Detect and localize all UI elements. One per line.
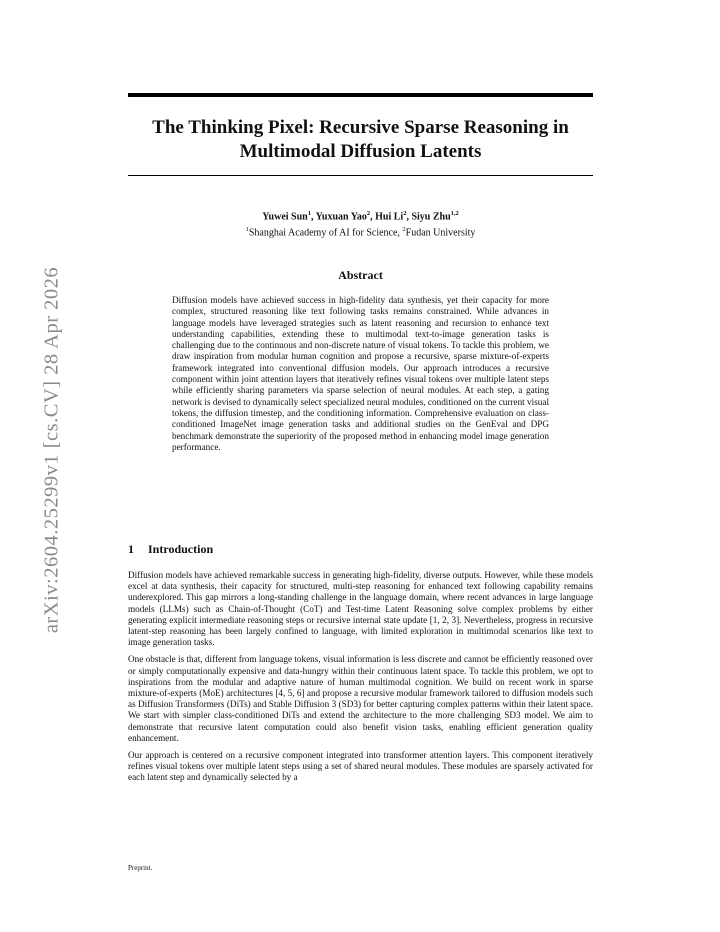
author-affiliation-mark: 2 (403, 210, 407, 217)
footer-note: Preprint. (128, 864, 153, 872)
author-affiliation-mark: 1 (307, 210, 311, 217)
section-body (128, 570, 593, 790)
body-paragraph: Our approach is centered on a recursive component integrated into transformer attention layers. This component iteratively refines visual tokens over multiple latent steps using a set of shared neural modules. These modules are sparsely activated for each latent step and dynamically selected by a (128, 750, 593, 783)
author-name: Yuxuan Yao (315, 211, 367, 223)
body-paragraph: Diffusion models have achieved remarkable success in generating high-fidelity, diverse outputs. However, while these models excel at data synthesis, their capacity for structured, multi-step reasoning for enhanced text following capability remains underexplored. This gap mirrors a long-standing challenge in the language domain, where recent advances in large language models (LLMs) such as Chain-of-Thought (CoT) and Test-time Latent Reasoning solve complex problems by either generating explicit intermediate reasoning steps or recursive internal state update [1, 2, 3]. Nevertheless, progress in recursive latent-step reasoning has been largely confined to language, with limited exploration in multimodal scenarios like text to image generation tasks. (128, 570, 593, 648)
section-number: 1 (128, 542, 134, 556)
author-affiliation-mark: 1,2 (450, 210, 459, 217)
abstract-text: Diffusion models have achieved success in high-fidelity data synthesis, yet their capacity for more complex, structured reasoning like text following tasks remains constrained. While advances in language models have leveraged strategies such as latent reasoning and recursion to enhance text understanding capabilities, extending these to multimodal text-to-image generation tasks is challenging due to the continuous and non-discrete nature of visual tokens. To tackle this problem, we draw inspiration from modular human cognition and propose a recursive, sparse mixture-of-experts framework integrated into conventional diffusion models. Our approach introduces a recursive component within joint attention layers that iteratively refines visual tokens over multiple latent steps while efficiently sharing parameters via sparse selection of neural modules. At each step, a gating network is devised to dynamically select specialized neural modules, conditioned on the current visual tokens, the diffusion timestep, and the conditioning information. Comprehensive evaluation on class-conditioned ImageNet image generation tasks and additional studies on the GenEval and DPG benchmark demonstrate the superiority of the proposed method in enhancing model image generation performance. (172, 295, 549, 452)
affiliation-name: Fudan University (405, 227, 476, 239)
author-names: Yuwei Sun$^1$, Yuxuan Yao$^2$, Hui Li$^2$, Siyu Zhu$^{1,2}$ (262, 210, 459, 223)
title-bottom-rule (128, 175, 593, 176)
affiliations: $^1$Shanghai Academy of AI for Science, $^2$Fudan University (245, 226, 476, 239)
abstract-heading: Abstract (338, 268, 383, 282)
author-name: Yuwei Sun (262, 211, 308, 223)
author-block (128, 207, 593, 240)
affiliation-mark: 2 (402, 226, 406, 234)
section-heading (128, 542, 213, 557)
body-paragraph: One obstacle is that, different from language tokens, visual information is less discrete and cannot be efficiently reasoned over or simply computationally expensive and data-hungry within their continuous latent space. To tackle this problem, we opt to inspirations from the modular and adaptive nature of human multimodal cognition. We build on recent work in sparse mixture-of-experts (MoE) architectures [4, 5, 6] and propose a recursive modular framework tailored to diffusion models such as Diffusion Transformers (DiTs) and Stable Diffusion 3 (SD3) for better capturing complex patterns within their latent space. We start with simpler class-conditioned DiTs and extend the architecture to the more challenging SD3 model. We aim to demonstrate that recursive latent computation could also benefit vision tasks, enabling efficient generation quality enhancement. (128, 654, 593, 743)
paper-title: The Thinking Pixel: Recursive Sparse Reasoning in Multimodal Diffusion Latents (152, 117, 569, 162)
author-name: Siyu Zhu (411, 211, 451, 223)
affiliation-mark: 1 (245, 226, 249, 234)
section-title: Introduction (148, 542, 214, 556)
title-top-rule (128, 93, 593, 97)
author-affiliation-mark: 2 (366, 210, 371, 217)
author-name: Hui Li (375, 211, 404, 223)
affiliation-name: Shanghai Academy of AI for Science (248, 227, 398, 239)
arxiv-watermark: arXiv:2604.25299v1 [cs.CV] 28 Apr 2026 (40, 266, 63, 634)
